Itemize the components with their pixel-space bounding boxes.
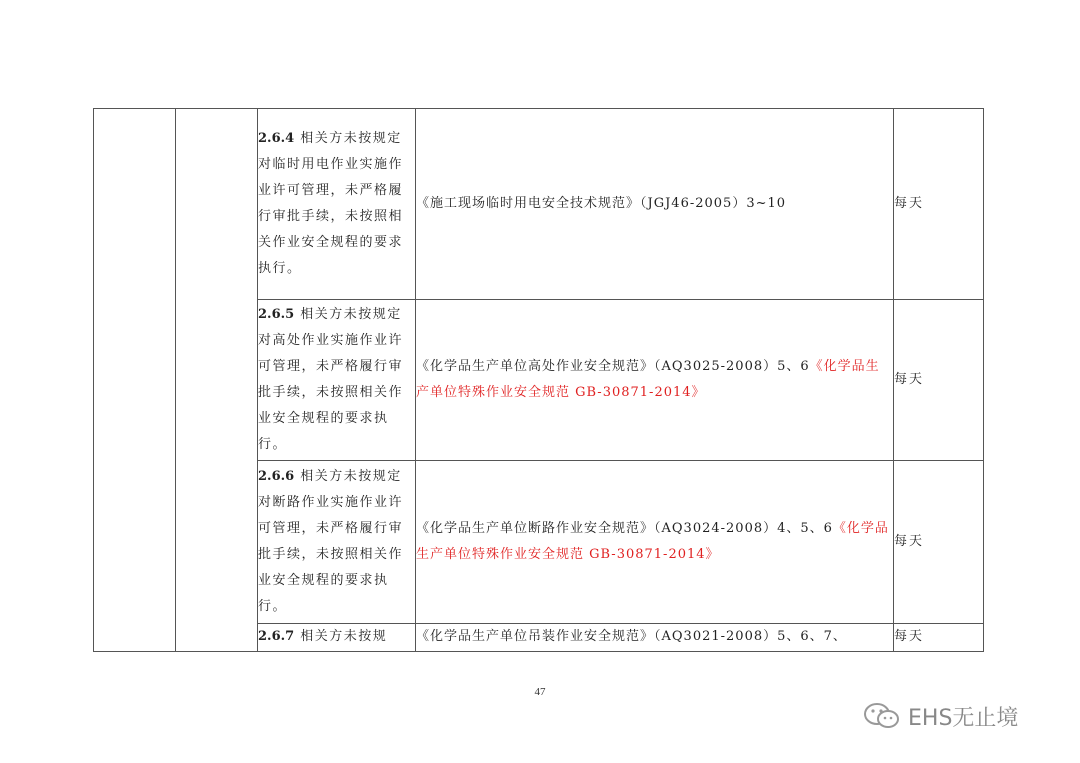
item-number: 2.6.4 xyxy=(258,131,295,146)
item-cell xyxy=(258,461,416,624)
standard-cell xyxy=(416,300,894,461)
item-number: 2.6.6 xyxy=(258,469,295,484)
item-cell xyxy=(258,300,416,461)
page-number: 47 xyxy=(534,686,546,698)
item-cell xyxy=(258,624,416,652)
watermark xyxy=(862,700,1018,732)
frequency-cell: 每天 xyxy=(894,461,984,624)
item-number: 2.6.7 xyxy=(258,629,295,644)
category-cell xyxy=(94,109,176,652)
standard-text: 《化学品生产单位断路作业安全规范》（AQ3024-2008）4、5、6 xyxy=(416,521,833,536)
table-row xyxy=(94,109,984,300)
standard-cell xyxy=(416,624,894,652)
standard-text-highlight: 《化学品生产单位特殊作业安全规范 GB-30871-2014》 xyxy=(416,521,889,562)
regulation-table-page xyxy=(93,108,983,651)
item-text: 相关方未按规 xyxy=(300,629,388,644)
item-text: 相关方未按规定对高处作业实施作业许可管理，未严格履行审批手续，未按照相关作业安全规程的要求执行。 xyxy=(258,307,404,452)
standard-cell xyxy=(416,109,894,300)
item-cell xyxy=(258,109,416,300)
wechat-icon xyxy=(862,701,902,731)
item-text: 相关方未按规定对断路作业实施作业许可管理，未严格履行审批手续，未按照相关作业安全规程的要求执行。 xyxy=(258,469,404,614)
standard-text: 《化学品生产单位高处作业安全规范》（AQ3025-2008）5、6 xyxy=(416,359,810,374)
standard-cell xyxy=(416,461,894,624)
standard-text-highlight: 《化学品生产单位特殊作业安全规范 GB-30871-2014》 xyxy=(416,359,880,400)
item-text: 相关方未按规定对临时用电作业实施作业许可管理，未严格履行审批手续，未按照相关作业安全规程的要求执行。 xyxy=(258,131,404,276)
regulation-table xyxy=(93,108,984,652)
standard-text: 《施工现场临时用电安全技术规范》（JGJ46-2005）3~10 xyxy=(416,196,787,211)
watermark-text: EHS无止境 xyxy=(908,705,1019,731)
frequency-cell: 每天 xyxy=(894,109,984,300)
frequency-cell: 每天 xyxy=(894,300,984,461)
frequency-cell: 每天 xyxy=(894,624,984,652)
standard-text: 《化学品生产单位吊装作业安全规范》（AQ3021-2008）5、6、7、 xyxy=(416,629,847,644)
item-number: 2.6.5 xyxy=(258,307,295,322)
subcategory-cell xyxy=(176,109,258,652)
